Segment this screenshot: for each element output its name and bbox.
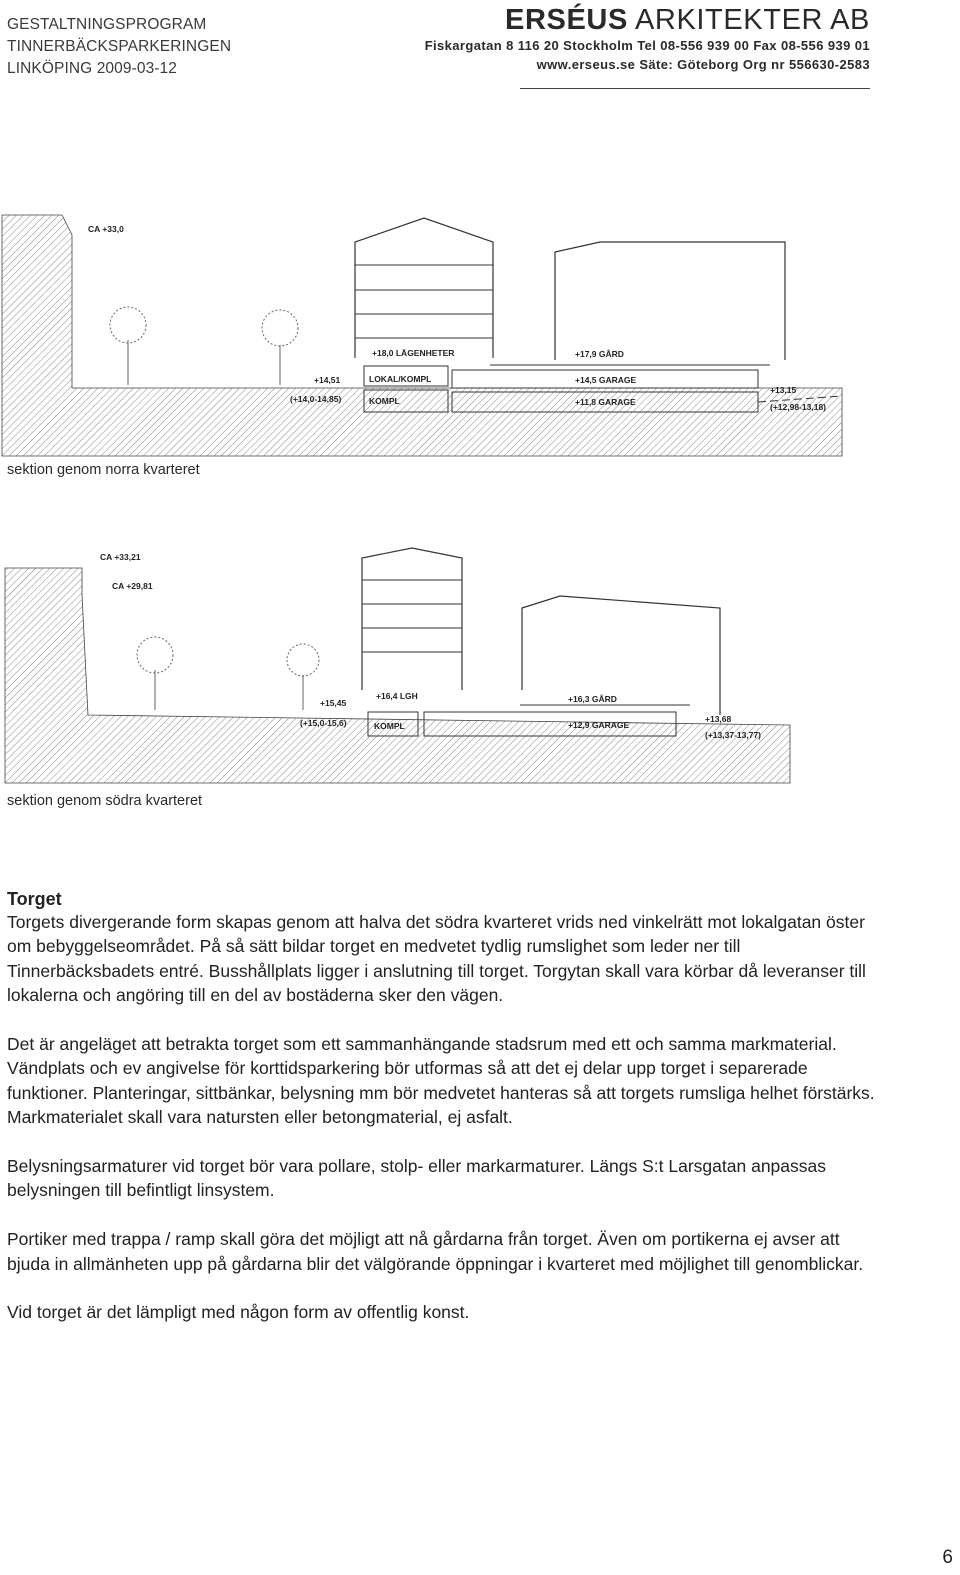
east-range-label: (+13,37-13,77) xyxy=(705,730,761,740)
east-range-label: (+12,98-13,18) xyxy=(770,402,826,412)
street-range-label: (+14,0-14,85) xyxy=(290,394,342,404)
section-north-drawing xyxy=(0,210,960,460)
page-number: 6 xyxy=(942,1547,953,1568)
garage-label: +12,9 GARAGE xyxy=(568,720,630,730)
east-level-label: +13,15 xyxy=(770,385,797,395)
building-south-right xyxy=(520,596,720,715)
ground-hatch xyxy=(2,215,842,456)
caption-south: sektion genom södra kvarteret xyxy=(7,793,203,809)
firm-web: www.erseus.se Säte: Göteborg Org nr 556630-2583 xyxy=(536,57,870,72)
firm-block xyxy=(425,4,870,74)
tree-icons xyxy=(110,307,298,385)
garage-lower-label: +11,8 GARAGE xyxy=(575,397,636,407)
ca-top-label: CA +33,21 xyxy=(100,552,141,562)
garage-upper-label: +14,5 GARAGE xyxy=(575,375,637,385)
paragraph: Det är angeläget att betrakta torget som ett sammanhängande stadsrum med ett och samma markmaterial. Vändplats och ev angivelse för korttidsparkering bör utformas så att det ej delar upp torget i separerade funktioner. Planteringar, sittbänkar, belysning mm bör medvetet hanteras så att torgets rumsliga helhet förstärks. Markmaterialet skall vara natursten eller betongmaterial, ej asfalt. xyxy=(7,1034,875,1128)
street-range-label: (+15,0-15,6) xyxy=(300,718,347,728)
torget-text xyxy=(7,888,877,1349)
kompl-label: KOMPL xyxy=(374,721,405,731)
tree-icons xyxy=(137,637,319,710)
paragraph: Portiker med trappa / ramp skall göra det möjligt att nå gårdarna från torget. Även om portikerna ej avser att bjuda in allmänheten upp på gårdarna blir det välgörande öppningar i kvarteret med möjlighet till genomblickar. xyxy=(7,1229,864,1274)
lgh-label: +16,4 LGH xyxy=(376,691,418,701)
kompl-label: KOMPL xyxy=(369,396,400,406)
paragraph: Vid torget är det lämpligt med någon form av offentlig konst. xyxy=(7,1302,470,1323)
lokal-kompl-label: LOKAL/KOMPL xyxy=(369,374,432,384)
ca-level-label: CA +33,0 xyxy=(88,224,124,234)
east-level-label: +13,68 xyxy=(705,714,732,724)
gard-label: +17,9 GÅRD xyxy=(575,349,624,359)
project-name: TINNERBÄCKSPARKERINGEN xyxy=(7,38,232,55)
ground-hatch xyxy=(5,568,790,783)
firm-logo xyxy=(425,4,870,36)
firm-name-rest: ARKITEKTER AB xyxy=(634,4,870,36)
section-heading: Torget xyxy=(7,889,62,909)
street-level-label: +14,51 xyxy=(314,375,341,385)
paragraph: Torgets divergerande form skapas genom att halva det södra kvarteret vrids ned vinkelrätt mot lokalgatan öster om bebyggelseområdet. På så sätt bildar torget en medvetet tydlig rumslighet som leder ner till Tinnerbäcksbadets entré. Busshållplats ligger i anslutning till torget. Torgytan skall vara körbar då leveranser till lokalerna och angöring till en del av bostäderna sker den vägen. xyxy=(7,912,866,1006)
section-south-drawing xyxy=(0,540,960,790)
firm-name-bold: ERSÉUS xyxy=(505,4,628,36)
building-south-left xyxy=(362,548,676,736)
document-header xyxy=(7,14,231,80)
header-rule xyxy=(520,88,870,89)
caption-north: sektion genom norra kvarteret xyxy=(7,462,200,478)
paragraph: Belysningsarmaturer vid torget bör vara pollare, stolp- eller markarmaturer. Längs S:t Larsgatan anpassas belysningen till befintligt linsystem. xyxy=(7,1156,827,1201)
gard-label: +16,3 GÅRD xyxy=(568,694,617,704)
street-level-label: +15,45 xyxy=(320,698,347,708)
place-date: LINKÖPING 2009-03-12 xyxy=(7,60,178,77)
program-title: GESTALTNINGSPROGRAM xyxy=(7,16,207,33)
lagenheter-label: +18,0 LÄGENHETER xyxy=(372,348,455,358)
firm-address: Fiskargatan 8 116 20 Stockholm Tel 08-556 939 00 Fax 08-556 939 01 xyxy=(424,38,870,53)
ca-lower-label: CA +29,81 xyxy=(112,581,153,591)
